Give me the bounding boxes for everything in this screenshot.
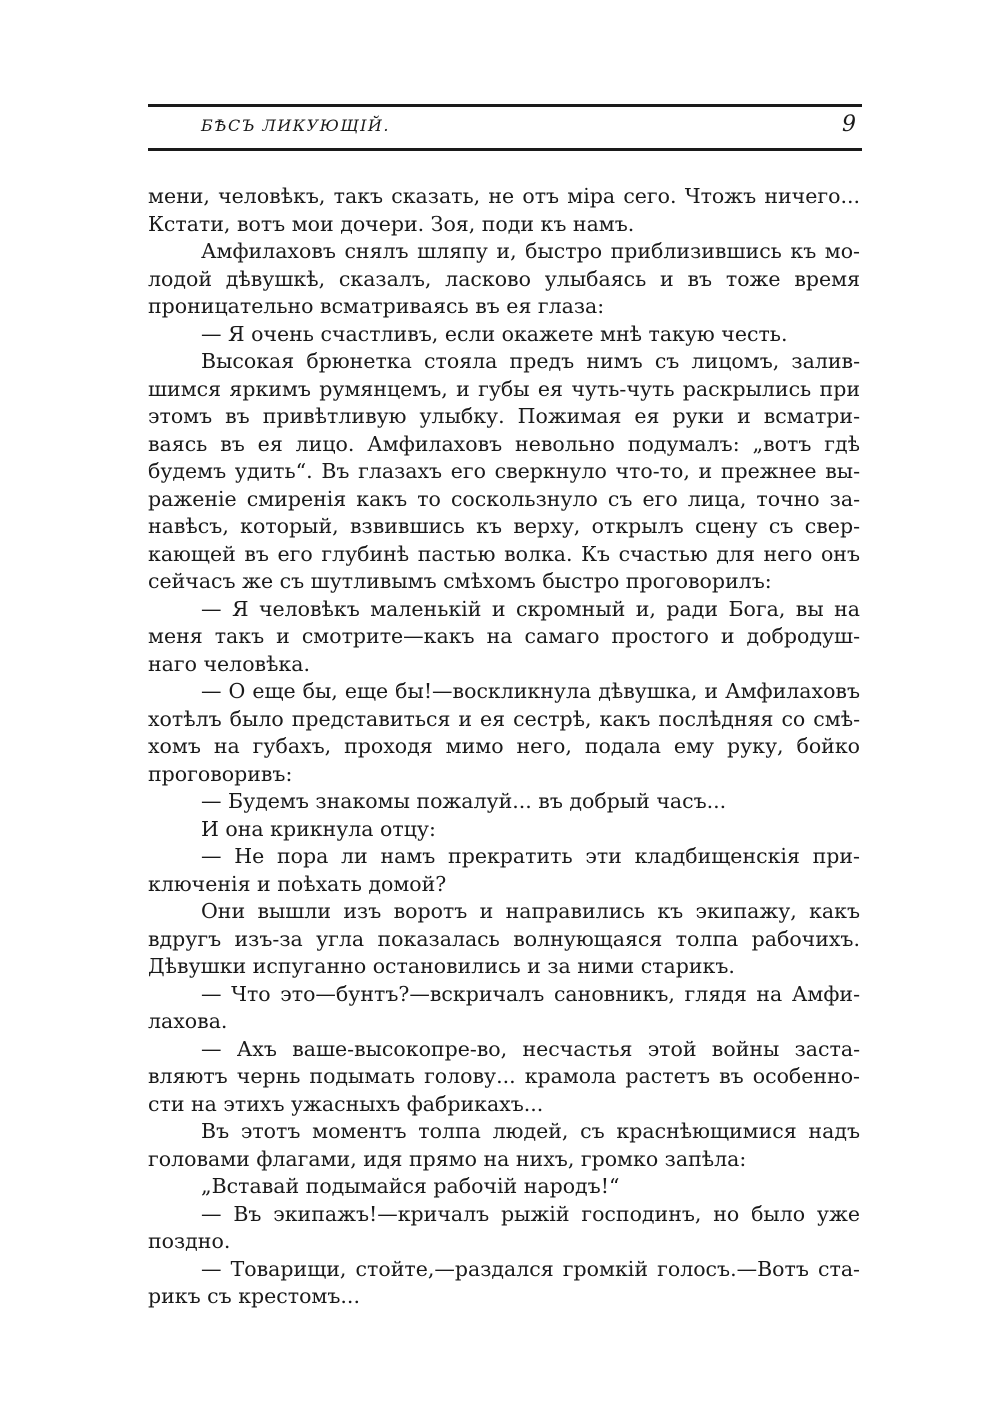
text-line: проницательно всматриваясь въ ея глаза: <box>148 294 605 318</box>
text-line: — Будемъ знакомы пожалуй... въ добрый часъ... <box>201 789 727 813</box>
text-line: Въ этотъ моментъ толпа людей, съ краснѣющимися надъ <box>201 1119 860 1143</box>
text-line: мени, человѣкъ, такъ сказать, не отъ міра сего. Чтожъ ничего... <box>148 184 860 208</box>
text-line: — О еще бы, еще бы!—воскликнула дѣвушка, и Амфилаховъ <box>201 679 860 703</box>
text-line: этомъ въ привѣтливую улыбку. Пожимая ея руки и всматри- <box>148 404 860 428</box>
text-line: хотѣлъ было представиться и ея сестрѣ, какъ послѣдняя со смѣ- <box>148 706 860 731</box>
running-title: БѢСЪ ЛИКУЮЩІЙ. <box>201 116 390 135</box>
text-line: поздно. <box>148 1229 231 1253</box>
text-line: лахова. <box>148 1009 228 1033</box>
text-line: хомъ на губахъ, проходя мимо него, подала ему руку, бойко <box>148 734 860 758</box>
text-line: навѣсъ, который, взвившись къ верху, открылъ сцену съ свер- <box>148 514 860 538</box>
text-line: наго человѣка. <box>148 651 310 676</box>
text-line: Высокая брюнетка стояла предъ нимъ съ лицомъ, залив- <box>201 349 860 373</box>
text-line: рикъ съ крестомъ... <box>148 1284 360 1308</box>
text-line: Амфилаховъ снялъ шляпу и, быстро приблизившись къ мо- <box>201 239 860 263</box>
text-line: сейчасъ же съ шутливымъ смѣхомъ быстро проговорилъ: <box>148 569 772 593</box>
text-line: лодой дѣвушкѣ, сказалъ, ласково улыбаясь и въ тоже время <box>148 266 860 291</box>
text-line: — Что это—бунтъ?—вскричалъ сановникъ, глядя на Амфи- <box>201 981 860 1006</box>
text-line: вляютъ чернь подымать голову... крамола растетъ въ особенно- <box>148 1064 860 1088</box>
body-text <box>148 183 860 1311</box>
text-line: шимся яркимъ румянцемъ, и губы ея чуть-чуть раскрылись при <box>148 376 860 401</box>
text-line: — Я очень счастливъ, если окажете мнѣ такую честь. <box>201 321 788 346</box>
text-line: — Не пора ли намъ прекратить эти кладбищенскія при- <box>201 844 860 868</box>
text-line: И она крикнула отцу: <box>201 816 436 841</box>
text-line: будемъ удить“. Въ глазахъ его сверкнуло что-то, и прежнее вы- <box>148 459 860 483</box>
text-line: „Вставай подымайся рабочій народъ!“ <box>201 1174 620 1198</box>
text-line: сти на этихъ ужасныхъ фабрикахъ... <box>148 1091 544 1116</box>
text-line: меня такъ и смотрите—какъ на самаго простого и добродуш- <box>148 624 860 648</box>
text-line: раженіе смиренія какъ то соскользнуло съ его лица, точно за- <box>148 486 860 511</box>
text-line: кающей въ его глубинѣ пастью волка. Къ счастью для него онъ <box>148 541 860 566</box>
text-line: ваясь въ ея лицо. Амфилаховъ невольно подумалъ: „вотъ гдѣ <box>148 431 860 456</box>
text-line: вдругъ изъ-за угла показалась волнующаяся толпа рабочихъ. <box>148 926 860 951</box>
running-header <box>148 104 862 152</box>
text-line: — Въ экипажъ!—кричалъ рыжій господинъ, но было уже <box>201 1201 860 1226</box>
text-line: — Товарищи, стойте,—раздался громкій голосъ.—Вотъ ста- <box>201 1256 860 1281</box>
text-line: — Ахъ ваше-высокопре-во, несчастья этой войны заста- <box>201 1036 860 1061</box>
page-number: 9 <box>842 112 856 137</box>
text-line: — Я человѣкъ маленькій и скромный и, ради Бога, вы на <box>201 596 860 621</box>
text-line: проговоривъ: <box>148 761 293 786</box>
text-line: Они вышли изъ воротъ и направились къ экипажу, какъ <box>201 899 860 923</box>
text-line: головами флагами, идя прямо на нихъ, громко запѣла: <box>148 1146 747 1171</box>
text-line: Дѣвушки испуганно остановились и за ними старикъ. <box>148 954 735 978</box>
header-rule-top <box>148 104 862 107</box>
header-rule-bottom <box>148 148 862 151</box>
text-line: ключенія и поѣхать домой? <box>148 871 447 896</box>
text-line: Кстати, вотъ мои дочери. Зоя, поди къ намъ. <box>148 211 635 236</box>
